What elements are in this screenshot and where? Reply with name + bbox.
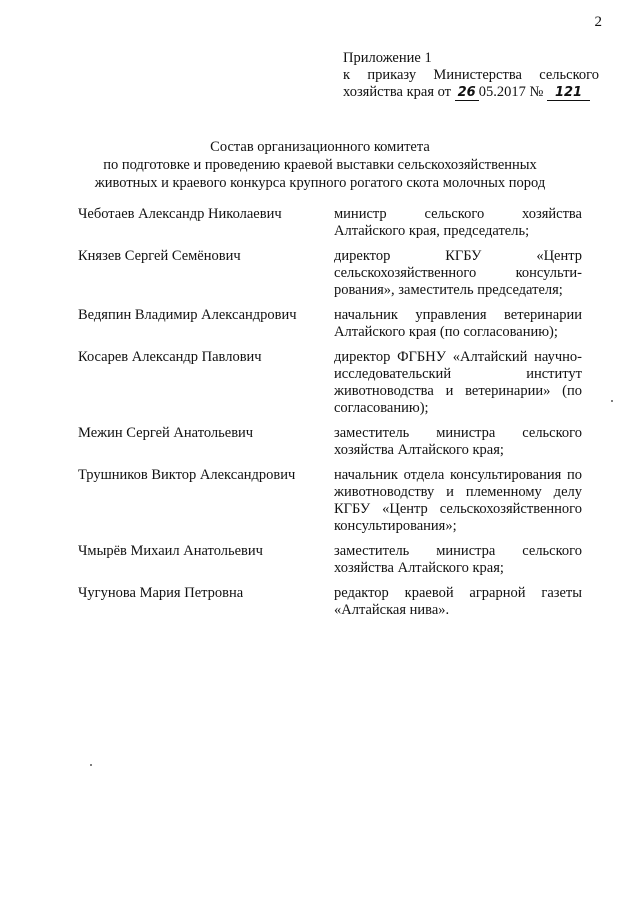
member-role: директор ФГБНУ «Алтайский научно-исследовательский институт животноводства и ветеринарии» (по согласованию); — [334, 349, 582, 416]
appendix-date-suffix: 05.2017 № — [478, 84, 544, 100]
member-name: Князев Сергей Семёнович — [78, 248, 241, 264]
member-name: Ведяпин Владимир Александрович — [78, 307, 297, 323]
member-role: начальник отдела консультирования по животноводству и племенному делу КГБУ «Центр сельскохозяйственного консультирования»; — [334, 467, 582, 534]
member-row — [78, 467, 610, 535]
member-role: редактор краевой аграрной газеты «Алтайская нива». — [334, 585, 582, 618]
member-row — [78, 585, 610, 619]
member-name: Чмырёв Михаил Анатольевич — [78, 543, 263, 559]
member-role: начальник управления ветеринарии Алтайского края (по согласованию); — [334, 307, 582, 340]
member-name: Трушников Виктор Александрович — [78, 467, 296, 483]
member-name: Межин Сергей Анатольевич — [78, 425, 254, 441]
document-title — [40, 138, 600, 192]
handwritten-order-number: 121 — [547, 86, 590, 101]
member-row — [78, 307, 610, 341]
member-row — [78, 206, 610, 240]
member-role: директор КГБУ «Центр сельскохозяйственного консульти-рования», заместитель председателя; — [334, 248, 582, 298]
appendix-order-line: к приказу Министерства сельского — [343, 67, 599, 83]
member-row — [78, 248, 610, 299]
appendix-header — [343, 50, 599, 101]
page-number: 2 — [594, 14, 602, 30]
title-line-2: по подготовке и проведению краевой выставки сельскохозяйственных — [103, 157, 537, 173]
member-name: Косарев Александр Павлович — [78, 349, 262, 365]
appendix-title: Приложение 1 — [343, 50, 432, 66]
title-line-1: Состав организационного комитета — [210, 139, 430, 155]
member-role: министр сельского хозяйства Алтайского края, председатель; — [334, 206, 582, 239]
member-row — [78, 349, 610, 417]
member-row — [78, 425, 610, 459]
handwritten-day: 26 — [455, 86, 479, 101]
committee-members-list — [78, 206, 610, 627]
member-name: Чеботаев Александр Николаевич — [78, 206, 282, 222]
member-role: заместитель министра сельского хозяйства Алтайского края; — [334, 543, 582, 576]
appendix-date-line — [343, 84, 599, 101]
member-role: заместитель министра сельского хозяйства Алтайского края; — [334, 425, 582, 458]
scan-speck — [90, 764, 92, 766]
member-row — [78, 543, 610, 577]
member-name: Чугунова Мария Петровна — [78, 585, 244, 601]
title-line-3: животных и краевого конкурса крупного рогатого скота молочных пород — [94, 175, 546, 191]
appendix-date-prefix: хозяйства края от — [343, 84, 452, 100]
scan-speck — [611, 400, 613, 402]
